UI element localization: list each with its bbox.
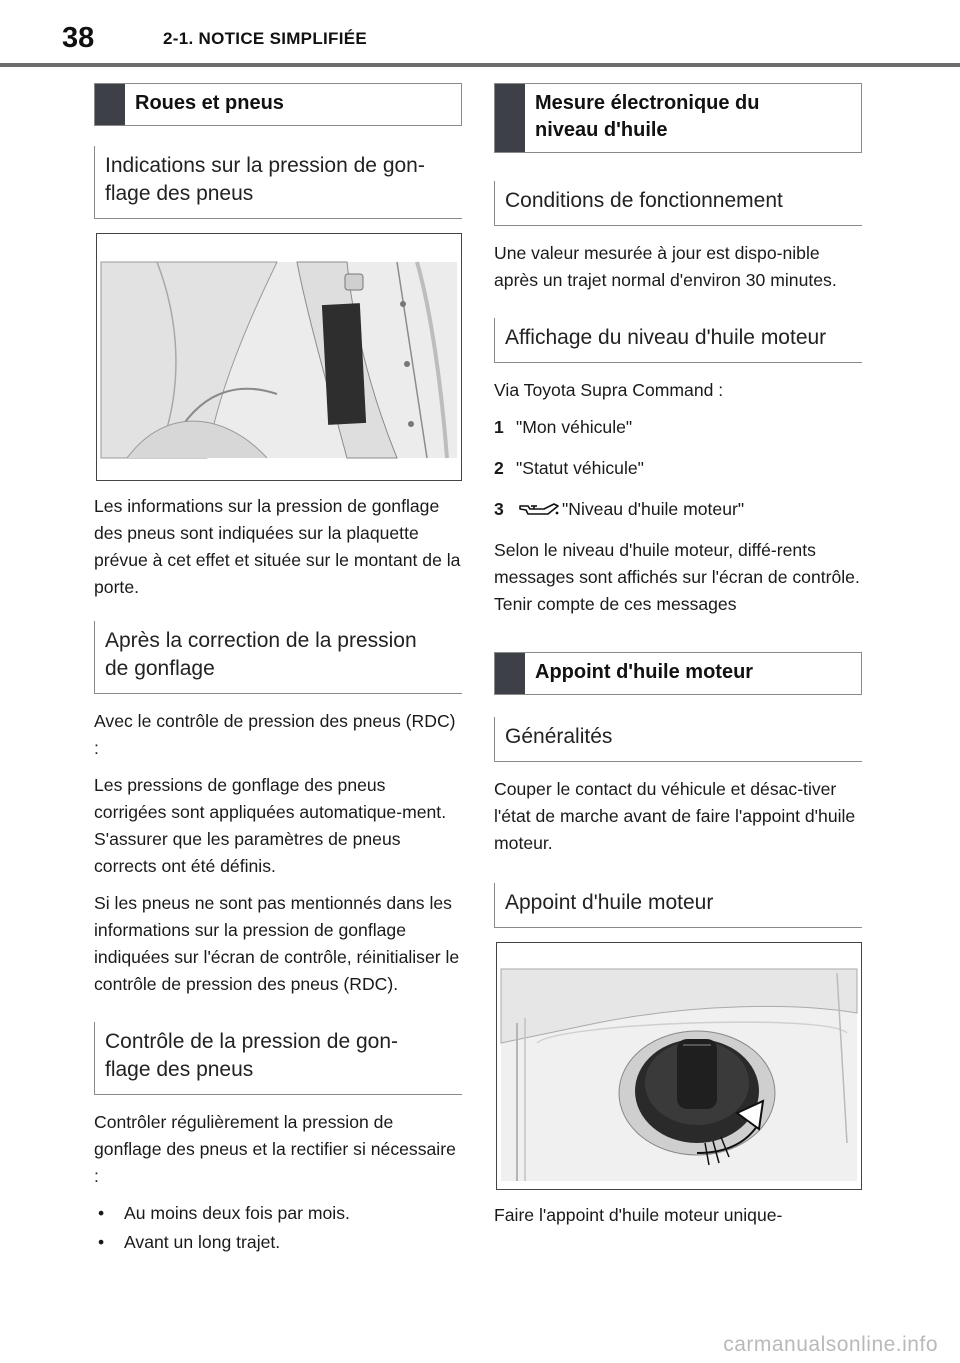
oil-can-icon	[516, 500, 560, 520]
bullet-mark: •	[98, 1232, 105, 1252]
section-mesure-niveau-huile	[494, 83, 862, 153]
bullet-mark: •	[98, 1203, 105, 1223]
section-title-line: Mesure électronique du	[535, 92, 760, 114]
section-roues-et-pneus	[94, 83, 462, 126]
list-item-text: Avant un long trajet.	[124, 1232, 281, 1252]
paragraph: Les informations sur la pression de gonflage des pneus sont indiquées sur la plaquette prévue à cet effet et située sur le montant de la porte.	[94, 496, 461, 597]
subheading-line: flage des pneus	[105, 182, 254, 205]
section-title	[495, 84, 861, 152]
section-title: Appoint d'huile moteur	[535, 661, 754, 683]
door-pillar-illustration	[97, 234, 461, 480]
subheading-generalites: Généralités	[494, 717, 862, 762]
list-item	[94, 1200, 462, 1227]
oil-filler-cap-figure	[496, 942, 862, 1190]
section-bar	[95, 84, 125, 125]
subheading-line: Indications sur la pression de gon-	[105, 154, 425, 177]
watermark: carmanualsonline.info	[723, 1333, 938, 1356]
paragraph: Les pressions de gonflage des pneus corrigées sont appliquées automatique-ment. S'assurer que les paramètres de pneus corrects ont été définis.	[94, 775, 447, 876]
step-item	[494, 455, 862, 482]
subheading-pression-indications	[94, 146, 462, 219]
section-appoint-huile	[494, 652, 862, 695]
section-title-line: niveau d'huile	[535, 119, 668, 141]
right-column	[494, 83, 862, 1239]
subheading-line: de gonflage	[105, 657, 215, 680]
subheading-appoint-huile-moteur: Appoint d'huile moteur	[494, 883, 862, 928]
page-number: 38	[62, 22, 95, 54]
list-item	[94, 1229, 462, 1256]
paragraph: Selon le niveau d'huile moteur, diffé-rents messages sont affichés sur l'écran de contrôle. Tenir compte de ces messages	[494, 540, 860, 614]
oil-filler-cap-illustration	[497, 943, 861, 1189]
paragraph: Via Toyota Supra Command :	[494, 380, 724, 400]
paragraph: Couper le contact du véhicule et désac-tiver l'état de marche avant de faire l'appoint d'huile moteur.	[494, 779, 856, 853]
subheading-affichage-niveau: Affichage du niveau d'huile moteur	[494, 318, 862, 363]
chapter-title: 2-1. NOTICE SIMPLIFIÉE	[163, 29, 368, 48]
step-number: 2	[494, 458, 504, 478]
subheading-apres-correction	[94, 621, 462, 694]
step-item	[494, 496, 862, 523]
subheading-controle-pression	[94, 1022, 462, 1095]
paragraph: Contrôler régulièrement la pression de gonflage des pneus et la rectifier si nécessaire :	[94, 1112, 456, 1186]
step-number: 3	[494, 499, 504, 519]
step-number: 1	[494, 417, 504, 437]
subheading-line: flage des pneus	[105, 1058, 254, 1081]
step-text: "Niveau d'huile moteur"	[562, 499, 745, 519]
subheading-line: Après la correction de la pression	[105, 629, 417, 652]
section-title: Roues et pneus	[135, 92, 284, 114]
step-item	[494, 414, 862, 441]
paragraph: Si les pneus ne sont pas mentionnés dans les informations sur la pression de gonflage indiquées sur l'écran de contrôle, réinitialiser le contrôle de pression des pneus (RDC).	[94, 893, 460, 994]
paragraph: Avec le contrôle de pression des pneus (RDC) :	[94, 711, 456, 758]
section-bar	[495, 653, 525, 694]
page-header	[0, 0, 960, 64]
list-item-text: Au moins deux fois par mois.	[124, 1203, 350, 1223]
paragraph: Faire l'appoint d'huile moteur unique-	[494, 1205, 783, 1225]
left-column	[94, 83, 462, 1258]
door-pillar-figure	[96, 233, 462, 481]
step-text: "Statut véhicule"	[516, 458, 644, 478]
subheading-conditions: Conditions de fonctionnement	[494, 181, 862, 226]
section-bar	[495, 84, 525, 152]
header-rule	[0, 63, 960, 67]
subheading-line: Contrôle de la pression de gon-	[105, 1030, 399, 1053]
step-text: "Mon véhicule"	[516, 417, 633, 437]
paragraph: Une valeur mesurée à jour est dispo-nible après un trajet normal d'environ 30 minutes.	[494, 243, 837, 290]
